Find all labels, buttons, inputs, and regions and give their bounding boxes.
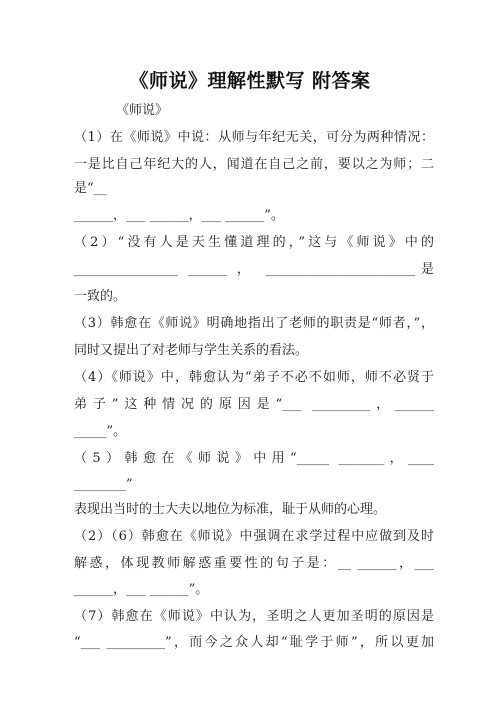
text-line: （1）在《师说》中说：从师与年纪无关，可分为两种情况： [74,130,434,145]
section-heading: 《师说》 [116,103,169,118]
text-line: （5）韩愈在《师说》中用“_____ _______，____ [74,451,434,466]
text-line: “___ _________”，而今之众人却“耻学于师”，所以更加 [74,635,434,650]
text-line: 同时又提出了对老师与学生关系的看法。 [74,343,309,358]
text-line: （4）《师说》中，韩愈认为“弟子不必不如师，师不必贤于 [74,370,434,385]
text-line: 解惑，体现教师解惑重要性的句子是：__ ______，___ [74,556,434,571]
text-line: 表现出当时的士大夫以地位为标准，耻于从师的心理。 [74,502,387,517]
text-line: （3）韩愈在《师说》明确地指出了老师的职责是“师者，”， [74,316,434,331]
text-line: 弟子”这种情况的原因是“___ _________，______ [74,397,434,412]
document-title: 《师说》理解性默写 附答案 [129,70,371,92]
text-line: （2）“没有人是天生懂道理的，”这与《师说》中的 [74,235,434,250]
text-line: ________” [74,477,133,492]
text-line: 是“__ [74,181,107,196]
text-line: 一是比自己年纪大的人，闻道在自己之前，要以之为师；二 [74,157,434,172]
text-line: _____”。 [74,424,127,439]
text-line: （2）（6）韩愈在《师说》中强调在求学过程中应做到及时 [74,529,434,544]
text-line: ______，___ ______，___ ______”。 [74,208,284,223]
text-line: ______，___ ______”。 [74,582,209,597]
text-line: （7）韩愈在《师说》中认为，圣明之人更加圣明的原因是 [74,609,434,624]
text-line: 一致的。 [74,289,127,304]
text-line: ________________ ______ ， _______________________是 [74,262,434,277]
